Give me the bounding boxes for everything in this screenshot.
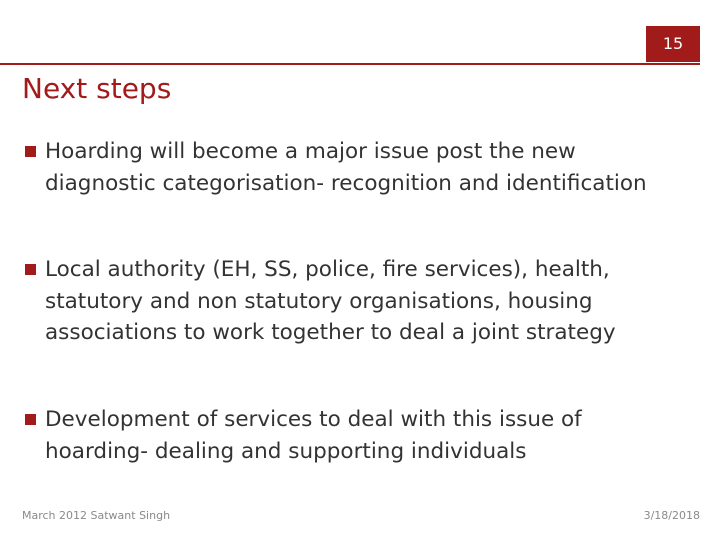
footer-author-date: March 2012 Satwant Singh xyxy=(22,509,171,522)
slide-title: Next steps xyxy=(22,72,172,105)
bullet-text: Local authority (EH, SS, police, fire services), health, statutory and non statutory organisations, housing associations to work together to deal a joint strategy xyxy=(45,257,616,345)
bullet-item xyxy=(22,404,662,467)
bullet-text: Development of services to deal with this issue of hoarding- dealing and supporting individuals xyxy=(45,407,582,464)
title-divider xyxy=(0,63,700,65)
slide-number-badge: 15 xyxy=(646,26,700,62)
bullet-item xyxy=(22,136,662,199)
square-bullet-icon xyxy=(25,146,36,157)
bullet-item xyxy=(22,254,662,349)
square-bullet-icon xyxy=(25,414,36,425)
footer-date: 3/18/2018 xyxy=(643,509,700,522)
bullet-text: Hoarding will become a major issue post the new diagnostic categorisation- recognition and identification xyxy=(45,139,647,196)
square-bullet-icon xyxy=(25,264,36,275)
